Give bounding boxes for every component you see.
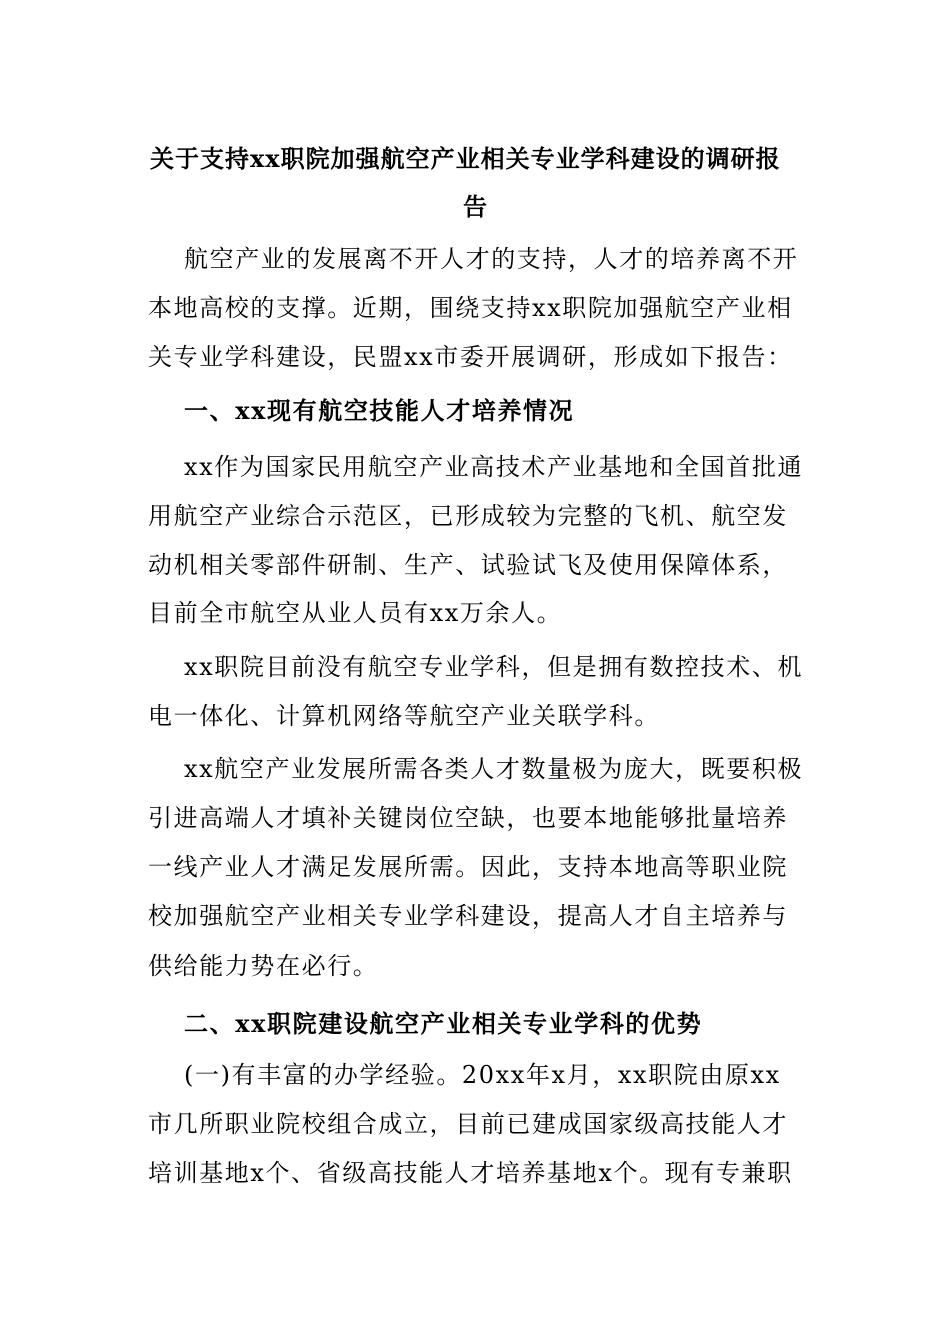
intro-line-1: 航空产业的发展离不开人才的支持，人才的培养离不开 [184, 245, 799, 273]
section1-para3-line-4: 校加强航空产业相关专业学科建设，提高人才自主培养与 [148, 902, 788, 930]
section1-para2-line-2: 电一体化、计算机网络等航空产业关联学科。 [148, 702, 660, 730]
section2-para1-line-2: 市几所职业院校组合成立，目前已建成国家级高技能人才 [148, 1110, 788, 1138]
section1-para3-line-1: xx航空产业发展所需各类人才数量极为庞大，既要积极 [184, 755, 804, 783]
section2-para1-line-3: 培训基地x个、省级高技能人才培养基地x个。现有专兼职 [148, 1159, 793, 1187]
section1-para3-line-2: 引进高端人才填补关键岗位空缺，也要本地能够批量培养 [148, 804, 788, 832]
section1-para1-line-1: xx作为国家民用航空产业高技术产业基地和全国首批通 [184, 453, 804, 481]
section1-para3-line-3: 一线产业人才满足发展所需。因此，支持本地高等职业院 [148, 853, 788, 881]
section1-para1-line-3: 动机相关零部件研制、生产、试验试飞及使用保障体系， [148, 551, 788, 579]
document-title-line-1: 关于支持xx职院加强航空产业相关专业学科建设的调研报 [150, 144, 781, 173]
section1-para1-line-4: 目前全市航空从业人员有xx万余人。 [148, 599, 563, 627]
section1-para3-line-5: 供给能力势在必行。 [148, 952, 379, 980]
section2-heading: 二、xx职院建设航空产业相关专业学科的优势 [184, 1009, 703, 1038]
section2-para1-line-1: (一)有丰富的办学经验。20xx年x月，xx职院由原xx [184, 1061, 781, 1089]
section1-para1-line-2: 用航空产业综合示范区，已形成较为完整的飞机、航空发 [148, 502, 788, 530]
intro-line-2: 本地高校的支撑。近期，围绕支持xx职院加强航空产业相 [148, 294, 793, 322]
document-title-line-2: 告 [463, 192, 488, 221]
section1-heading: 一、xx现有航空技能人才培养情况 [184, 396, 575, 425]
section1-para2-line-1: xx职院目前没有航空专业学科，但是拥有数控技术、机 [184, 653, 804, 681]
intro-line-3: 关专业学科建设，民盟xx市委开展调研，形成如下报告： [148, 343, 793, 371]
